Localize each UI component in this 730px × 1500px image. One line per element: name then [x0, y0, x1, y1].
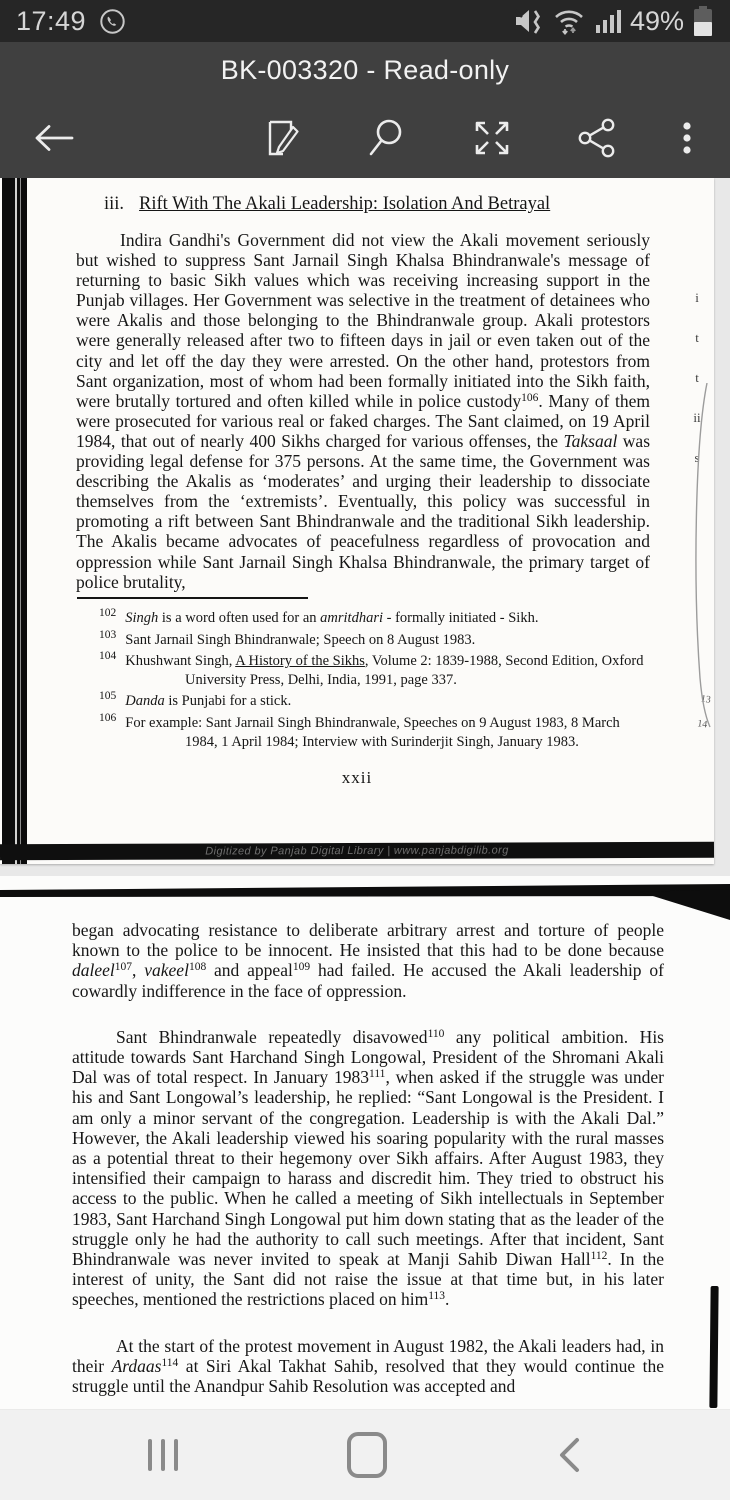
- edit-icon: [260, 116, 304, 160]
- body-paragraph: Sant Bhindranwale repeatedly disavowed$^{110}$ any political ambition. His attitude towards Sant Harchand Singh Longowal, President of the Shromani Akali Dal was of total respect. In January 1983$^{111}$, when asked if the struggle was under his and Sant Longowal’s leadership, he replied: “Sant Longowal is the President. I am only a minor servant of the congregation. Leadership is with the Akali Dal.” However, the Akali leadership viewed his soaring popularity with the rural masses as a potential threat to their hegemony over Sikh affairs. After August 1983, they intensified their campaign to harass and discredit him. They tried to obstruct his access to the public. When he called a meeting of Sikh intellectuals in September 1983, Sant Harchand Singh Longowal put him down stating that as the leader of the struggle only he had the authority to call such meetings. After that incident, Sant Bhindranwale was never invited to speak at Manji Sahib Diwan Hall$^{112}$. In the interest of unity, the Sant did not raise the issue at that time but, in his later speeches, mentioned the restrictions placed on him$^{113}$.: [72, 1026, 665, 1310]
- back-button[interactable]: [24, 112, 82, 164]
- wifi-icon: [552, 6, 586, 36]
- page-curl-line: [691, 383, 712, 731]
- footnote-text: For example: Sant Jarnail Singh Bhindranwale, Speeches on 9 August 1983, 8 March 1984, 1 April 1984; Interview with Surinderjit Singh, January 1983.: [125, 714, 620, 750]
- toolbar: [0, 98, 730, 178]
- footnote-103: [99, 628, 645, 650]
- mute-vibrate-icon: [513, 6, 544, 36]
- signal-bars-icon: [594, 6, 622, 36]
- scan-edge-artifact: [709, 1286, 718, 1408]
- whatsapp-icon: [99, 8, 126, 35]
- footnote-number: 104: [99, 650, 117, 663]
- nav-back-icon: [556, 1435, 582, 1475]
- search-button[interactable]: [360, 110, 414, 166]
- more-button[interactable]: [674, 110, 700, 166]
- search-icon: [366, 116, 408, 160]
- body-paragraph: began advocating resistance to deliberate arbitrary arrest and torture of people known to the police to be innocent. He insisted that this had to be done because daleel$^{107}$, vakeel$^{108}$ and appeal$^{109}$ had failed. He accused the Akali leadership of cowardly indifference in the face of oppression.: [72, 920, 664, 1001]
- status-bar: [0, 0, 730, 42]
- battery-percent: 49%: [629, 5, 684, 36]
- scan-edge-text-fragments: i t t ii s: [693, 290, 701, 465]
- footnote-divider: [77, 597, 308, 599]
- edit-button[interactable]: [254, 110, 310, 166]
- recents-icon: [148, 1439, 178, 1471]
- footnote-105: [99, 692, 645, 711]
- nav-back-button[interactable]: [548, 1427, 590, 1483]
- footnotes: [99, 609, 645, 754]
- status-time: 17:49: [16, 5, 87, 36]
- section-number: iii.: [104, 194, 125, 214]
- battery-icon: [692, 5, 714, 37]
- android-nav-bar: [0, 1410, 730, 1500]
- fullscreen-icon: [470, 116, 514, 160]
- footnote-104: [99, 652, 645, 689]
- section-heading: [104, 194, 550, 215]
- watermark-text: Digitized by Panjab Digital Library | www.panjabdigilib.org: [205, 844, 509, 858]
- scan-edge-number-fragments: 13 14: [696, 693, 712, 731]
- footnote-number: 102: [99, 607, 117, 619]
- fullscreen-button[interactable]: [464, 110, 520, 166]
- footnote-text: Danda is Punjabi for a stick.: [125, 693, 292, 710]
- home-icon: [347, 1432, 387, 1478]
- footnote-102: [99, 609, 645, 628]
- recents-button[interactable]: [140, 1431, 186, 1479]
- footnote-text: Singh is a word often used for an amritdhari - formally initiated - Sikh.: [125, 610, 539, 626]
- footnote-number: 106: [99, 711, 117, 724]
- document-viewer[interactable]: [0, 178, 730, 1410]
- more-vertical-icon: [680, 116, 694, 160]
- page2-text: [72, 920, 664, 1396]
- back-arrow-icon: [30, 118, 76, 158]
- footnote-number: 105: [99, 690, 117, 703]
- app-header: [0, 42, 730, 178]
- footnote-number: 103: [99, 628, 117, 641]
- body-paragraph: Indira Gandhi's Government did not view the Akali movement seriously but wished to suppress Sant Jarnail Singh Khalsa Bhindranwale's message of returning to basic Sikh values which was receiving increasing support in the Punjab villages. Her Government was selective in the treatment of detainees who were Akalis and those belonging to the Bhindranwale group. Akali protestors were generally released after two to fifteen days in jail or even taken out of the city and let off the day they were arrested. On the other hand, protestors from Sant organization, most of whom had been formally initiated into the Sikh faith, were brutally tortured and often killed while in police custody$^{106}$. Many of them were prosecuted for various real or faked charges. The Sant claimed, on 19 April 1984, that out of nearly 400 Sikhs charged for various offenses, the Taksaal was providing legal defense for 375 persons. At the same time, the Government was describing the Akalis as ‘moderates’ and urging their leadership to dissociate themselves from the ‘extremists’. Eventually, this policy was successful in promoting a rift between Sant Bhindranwale and the traditional Sikh leadership. The Akalis became advocates of peacefulness regardless of provocation and oppression while Sant Jarnail Singh Khalsa Bhindranwale, the primary target of police brutality,: [76, 230, 651, 592]
- scan-binding-edge: [2, 178, 27, 864]
- document-title: BK-003320 - Read-only: [220, 54, 510, 85]
- share-button[interactable]: [570, 110, 624, 166]
- watermark-bar: [0, 842, 714, 860]
- share-icon: [576, 116, 618, 160]
- footnote-text: Sant Jarnail Singh Bhindranwale; Speech on 8 August 1983.: [125, 631, 476, 648]
- body-paragraph: At the start of the protest movement in August 1982, the Akali leaders had, in their Ardaas$^{114}$ at Siri Akal Takhat Sahib, resolved that they would continue the struggle until the Anandpur Sahib Resolution was accepted and: [72, 1335, 664, 1397]
- home-button[interactable]: [339, 1424, 395, 1486]
- footnote-text: Khushwant Singh, A History of the Sikhs, Volume 2: 1839-1988, Second Edition, Oxford University Press, Delhi, India, 1991, page 337.: [125, 653, 644, 688]
- footnote-106: [99, 711, 645, 751]
- document-page-2: [0, 876, 730, 1410]
- document-page-1: [0, 178, 714, 864]
- page-number: xxii: [341, 768, 373, 787]
- section-title: Rift With The Akali Leadership: Isolation And Betrayal: [139, 194, 551, 214]
